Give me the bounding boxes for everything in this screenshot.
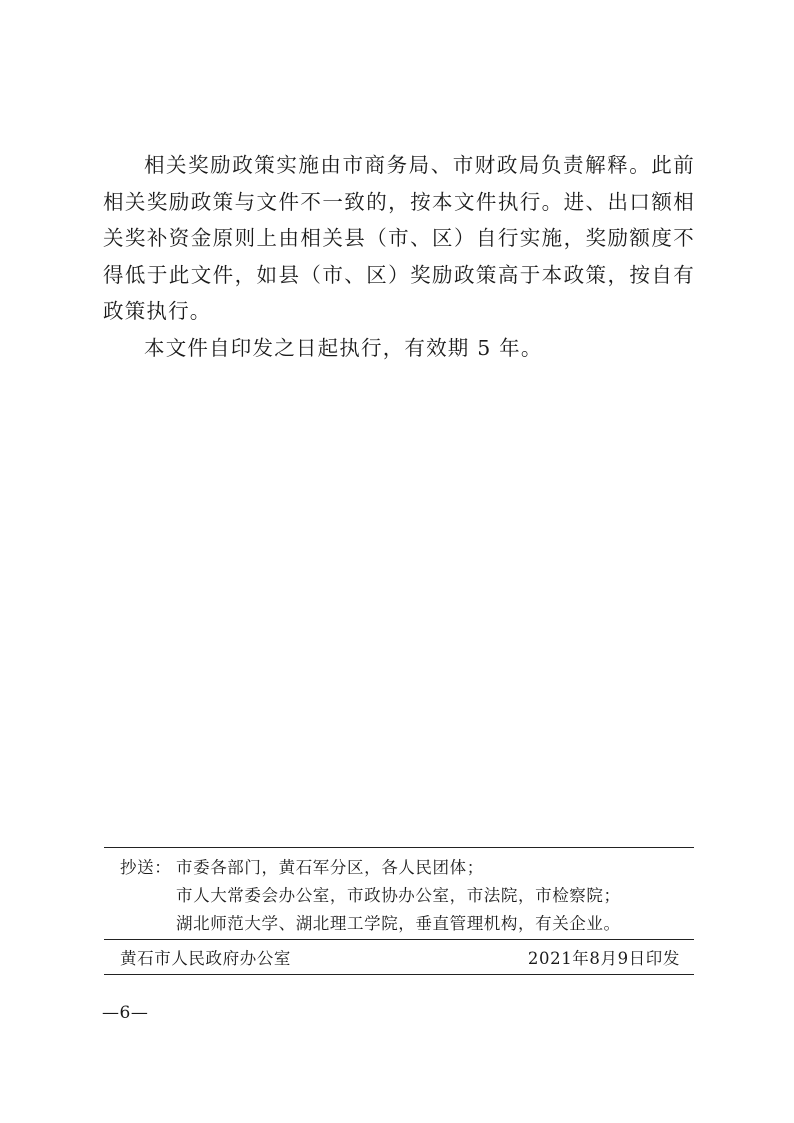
body-paragraph: 本文件自印发之日起执行，有效期 5 年。 <box>144 335 543 360</box>
cc-section <box>104 847 694 942</box>
issuer-section <box>104 939 694 975</box>
body-paragraph: 相关奖励政策实施由市商务局、市财政局负责解释。此前相关奖励政策与文件不一致的，按本文件执行。进、出口额相关奖补资金原则上由相关县（市、区）自行实施，奖励额度不得低于此文件，如县（市、区）奖励政策高于本政策，按自有政策执行。 <box>103 153 695 323</box>
document-body <box>103 147 695 366</box>
cc-recipients <box>176 854 694 938</box>
cc-recipient-line: 市委各部门，黄石军分区，各人民团体； <box>176 858 484 877</box>
cc-recipient-line: 市人大常委会办公室，市政协办公室，市法院，市检察院； <box>176 886 621 905</box>
page-number: —6— <box>102 1003 149 1023</box>
cc-label: 抄送： <box>120 858 172 877</box>
issuer-name: 黄石市人民政府办公室 <box>120 949 291 968</box>
cc-recipient-line: 湖北师范大学、湖北理工学院，垂直管理机构，有关企业。 <box>176 914 621 933</box>
issue-date: 2021年8月9日印发 <box>527 949 680 968</box>
